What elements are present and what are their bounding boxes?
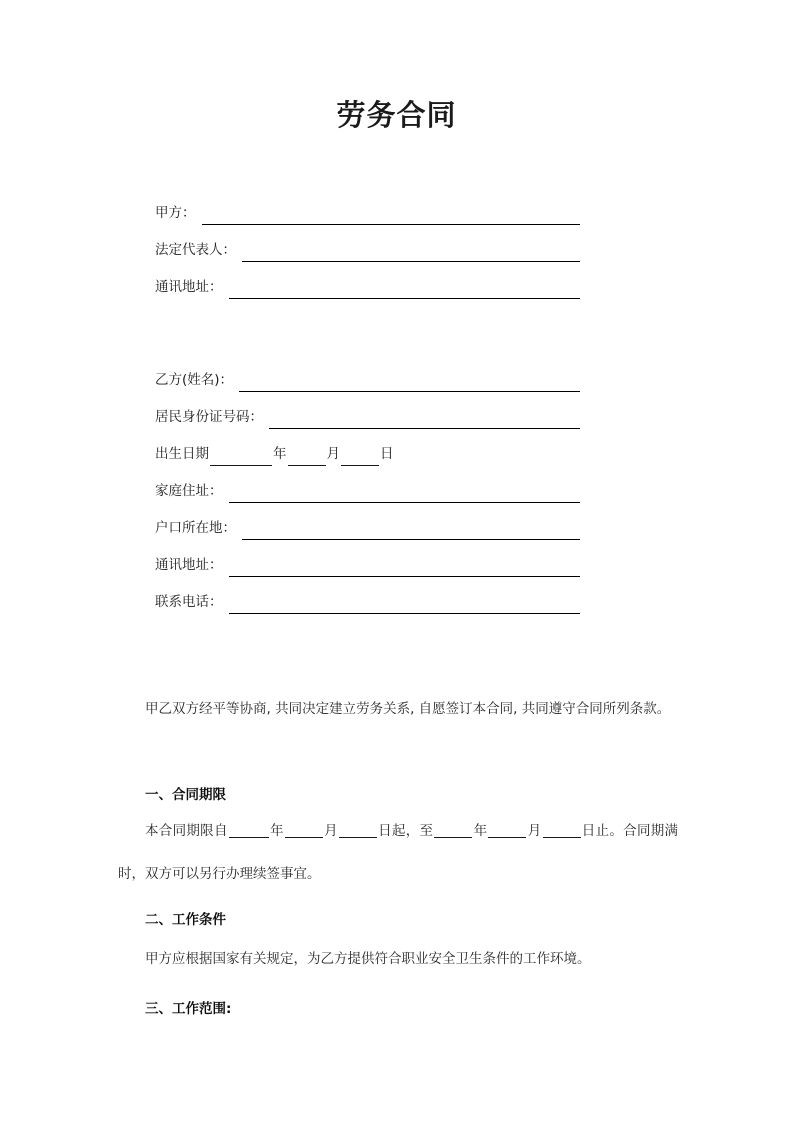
field-label: 居民身份证号码：: [155, 409, 263, 425]
field-underline[interactable]: [229, 598, 581, 614]
field-row-home-address[interactable]: [155, 466, 580, 503]
field-row-id-number[interactable]: [155, 392, 580, 429]
field-label: 家庭住址：: [155, 483, 223, 499]
party-b-fields: [155, 355, 580, 614]
section-1-body-block: [118, 810, 678, 896]
field-row-party-b-name[interactable]: [155, 355, 580, 392]
section-heading: 三、工作范围:: [145, 1001, 232, 1017]
birth-month-unit: 月: [326, 446, 340, 462]
field-row-party-a-name[interactable]: [155, 188, 580, 225]
term-text-4: 日起，至: [377, 823, 434, 839]
start-day-blank[interactable]: [339, 822, 377, 838]
section-heading: 二、工作条件: [145, 912, 226, 928]
field-underline[interactable]: [229, 487, 581, 503]
section-2-heading-block: [118, 899, 678, 942]
field-underline[interactable]: [239, 376, 580, 392]
start-month-blank[interactable]: [285, 822, 323, 838]
term-text-1: 本合同期限自: [145, 823, 228, 839]
term-text-2: 年: [269, 823, 284, 839]
field-underline[interactable]: [242, 246, 580, 262]
birth-month-blank[interactable]: [288, 450, 326, 466]
field-row-party-b-mailing-address[interactable]: [155, 540, 580, 577]
field-row-household-registration[interactable]: [155, 503, 580, 540]
end-day-blank[interactable]: [543, 822, 581, 838]
term-text-3: 月: [323, 823, 338, 839]
end-year-blank[interactable]: [434, 822, 472, 838]
field-label: 法定代表人：: [155, 242, 236, 258]
term-text-5: 年: [473, 823, 488, 839]
birth-year-unit: 年: [273, 446, 287, 462]
field-underline[interactable]: [202, 209, 581, 225]
section-2-paragraph: 甲方应根据国家有关规定，为乙方提供符合职业安全卫生条件的工作环境。: [145, 951, 591, 967]
birth-date-label: 出生日期: [155, 446, 209, 462]
field-row-legal-representative[interactable]: [155, 225, 580, 262]
field-underline[interactable]: [269, 413, 580, 429]
section-2-body-block: [118, 938, 678, 981]
birth-day-blank[interactable]: [341, 450, 379, 466]
field-underline[interactable]: [229, 283, 581, 299]
field-row-birth-date[interactable]: [155, 429, 580, 466]
field-label: 户口所在地：: [155, 520, 236, 536]
field-underline[interactable]: [229, 561, 581, 577]
field-row-contact-phone[interactable]: [155, 577, 580, 614]
term-text-7: 日止。合同期满时，双方可以另行办理续签事宜。: [118, 823, 679, 882]
field-label: 甲方：: [155, 205, 196, 221]
preamble-paragraph: 甲乙双方经平等协商, 共同决定建立劳务关系, 自愿签订本合同, 共同遵守合同所列条款。: [145, 701, 671, 717]
field-label: 通讯地址：: [155, 557, 223, 573]
birth-year-blank[interactable]: [210, 450, 272, 466]
term-text-6: 月: [527, 823, 542, 839]
end-month-blank[interactable]: [488, 822, 526, 838]
section-1-paragraph: [118, 810, 678, 896]
section-3-heading-block: [118, 988, 678, 1031]
party-a-fields: [155, 188, 580, 299]
birth-day-unit: 日: [380, 446, 394, 462]
section-heading: 一、合同期限: [145, 787, 226, 803]
field-row-party-a-address[interactable]: [155, 262, 580, 299]
field-underline[interactable]: [242, 524, 580, 540]
field-label: 通讯地址：: [155, 279, 223, 295]
preamble-block: [118, 688, 678, 731]
start-year-blank[interactable]: [229, 822, 269, 838]
field-label: 乙方(姓名)：: [155, 372, 234, 388]
field-label: 联系电话：: [155, 594, 223, 610]
page-title: 劳务合同: [336, 98, 457, 132]
